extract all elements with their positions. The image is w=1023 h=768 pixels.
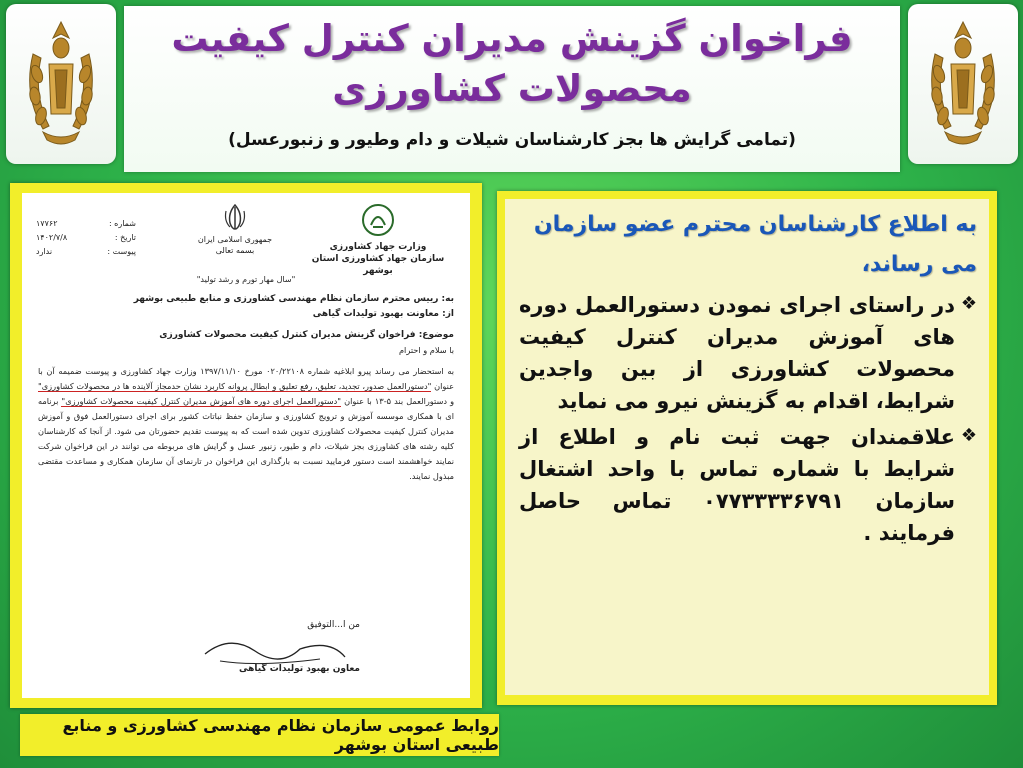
wheat-emblem-icon (13, 14, 109, 154)
letter-body-2: و دستورالعمل بند ۵-۱۳ با عنوان (344, 396, 455, 406)
page-subtitle: (تمامی گرایش ها بجز کارشناسان شیلات و دام وطیور و زنبورعسل) (228, 130, 796, 150)
iran-emblem-icon (222, 203, 248, 231)
footer-text: روابط عمومی سازمان نظام مهندسی کشاورزی و منابع طبیعی استان بوشهر (62, 716, 499, 754)
date-label: تاریخ : (114, 233, 136, 242)
official-letter (22, 193, 470, 698)
letter-signer: معاون بهبود تولیدات گیاهی (239, 664, 360, 674)
page-title-line-2: محصولات کشاورزی (332, 67, 692, 110)
letter-republic: جمهوری اسلامی ایران (197, 235, 273, 244)
attachment-value: ندارد (36, 247, 53, 256)
wheat-emblem-icon (915, 14, 1011, 154)
letter-organization: سازمان جهاد کشاورزی استان بوشهر (311, 254, 445, 276)
title-banner (124, 6, 900, 172)
signature-icon (200, 629, 350, 669)
letter-body-3: برنامه ای با همکاری موسسه آموزش و ترویج کشاورزی و سازمان حفظ نباتات کشور برای اجرای دستورالعمل فوق و آموزش مدیران کنترل کیفیت محصولات کشاورزی تدوین شده است که به پیوست تقدیم حضورتان می شود. از آنجا که کارشناسان کلیه رشته های کشاورزی بجز شیلات، دام و طیور، زنبور عسل و گرایش های مربوطه می توانند در این فراخوان شرکت نمایند خواهشمند است دستور فرمایید نسبت به بارگذاری این فراخوان در تارنمای آن سازمان همکاری و مساعدت مقتضی مبذول نمایند. (38, 396, 454, 481)
letter-org-block (298, 203, 458, 277)
attachment-label: پیوست : (107, 247, 136, 256)
info-bullet-text: در راستای اجرای نمودن دستورالعمل دوره های آموزش مدیران کنترل کیفیت محصولات کشاورزی از بین واجدین شرایط، اقدام به گزینش نیرو می نماید (519, 293, 955, 413)
letter-body-red-2: "دستورالعمل اجرای دوره های آموزش مدیران کنترل کیفیت محصولات کشاورزی" (61, 396, 342, 406)
footer-banner (20, 714, 499, 756)
jihad-logo-icon (361, 203, 395, 237)
letter-slogan: "سال مهار تورم و رشد تولید" (196, 275, 296, 284)
letter-gov-block (190, 203, 280, 256)
letter-meta (36, 217, 136, 259)
info-panel (505, 199, 989, 695)
letter-subject: موضوع: فراخوان گزینش مدیران کنترل کیفیت محصولات کشاورزی (159, 330, 454, 340)
emblem-left (6, 4, 116, 164)
info-frame (497, 191, 997, 705)
letter-from: از: معاونت بهبود تولیدات گیاهی (312, 309, 454, 319)
info-bullet (519, 421, 977, 549)
emblem-right (908, 4, 1018, 164)
letter-to: به: رییس محترم سازمان نظام مهندسی کشاورزی و منابع طبیعی بوشهر (133, 294, 454, 304)
number-label: شماره : (108, 219, 136, 228)
page-title: فراخوان گزینش مدیران کنترل کیفیت (171, 17, 853, 60)
number-value: ۱۷۷۶۲ (36, 219, 58, 228)
info-bullet (519, 289, 977, 417)
letter-ministry: وزارت جهاد کشاورزی (329, 242, 427, 252)
diamond-bullet-icon: ❖ (960, 425, 977, 446)
letter-body-1: به استحضار می رساند پیرو ابلاغیه شماره ۰۲۰/۲۲۱۰۸ مورخ ۱۳۹۷/۱۱/۱۰ وزارت جهاد کشاورزی و پیوست ضمیمه آن با عنوان (38, 366, 455, 391)
date-value: ۱۴۰۲/۷/۸ (36, 233, 68, 242)
diamond-bullet-icon: ❖ (960, 293, 977, 314)
info-bullet-text: علاقمندان جهت ثبت نام و اطلاع از شرایط با شماره تماس با واحد اشتغال سازمان ۰۷۷۳۳۳۳۶۷۹۱ تماس حاصل فرمایند . (519, 425, 955, 545)
info-heading: به اطلاع کارشناسان محترم عضو سازمان می رساند، (533, 212, 977, 277)
letter-body (22, 292, 470, 484)
letter-bismillah: بسمه تعالی (215, 246, 255, 255)
letter-header (22, 193, 470, 276)
letter-closing: من ا...التوفیق (307, 620, 360, 630)
letter-paragraph (38, 364, 454, 484)
letter-greeting: با سلام و احترام (398, 345, 454, 355)
letter-frame (10, 183, 482, 708)
letter-body-red-1: "دستورالعمل صدور، تجدید، تعلیق، رفع تعلیق و ابطال پروانه کاربرد نشان حدمجاز آلاینده ها در محصولات کشاورزی" (38, 381, 432, 391)
